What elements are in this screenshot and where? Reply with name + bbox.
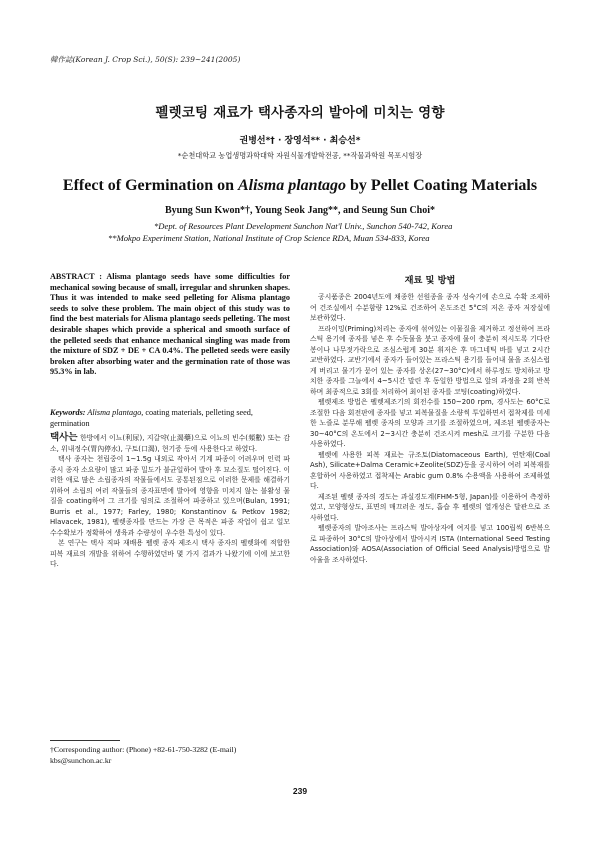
methods-paragraph-4: 펠렛에 사용한 피복 재료는 규조토(Diatomaceous Earth), 연탄재(Coal Ash), Silicate+Dalma Ceramic+Zeolite(SDZ)등을 공시하여 여러 피복재를 혼합하여 사용하였고 접착제는 Arabic gum 0.8% 수용액을 사용하여 조제하였다. bbox=[310, 450, 550, 490]
journal-citation: 韓作誌(Korean J. Crop Sci.), 50(S): 239~241(2005) bbox=[50, 55, 241, 64]
korean-title: 펠렛코팅 재료가 택사종자의 발아에 미치는 영향 bbox=[155, 105, 445, 121]
keywords-text: , coating materials, pelleting seed, germination bbox=[50, 408, 253, 428]
english-authors: Byung Sun Kwon*†, Young Seok Jang**, and Seung Sun Choi* bbox=[164, 205, 436, 216]
methods-paragraph-1: 공시품종은 2004년도에 채종한 선원종을 종자 성숙기에 손으로 수확 조제하여 건조실에서 수분함량 12%로 건조하여 온도조건 5°C의 저온 종자 저장실에 보관하였다. bbox=[310, 293, 550, 322]
abstract-label: ABSTRACT : bbox=[50, 272, 107, 281]
intro-paragraph-1 bbox=[50, 433, 290, 454]
korean-affiliation: *순천대학교 농업생명과학대학 자원식물개발학전공, **작물과학원 목포시험장 bbox=[177, 151, 423, 160]
methods-paragraph-3: 펠렛제조 방법은 펠렛제조기의 회전수를 150~200 rpm, 경사도는 60°C로 조절한 다음 회전판에 종자를 넣고 피복물질을 소량씩 투입하면서 접착제를 미세한 노즐로 분무해 펠렛 종자의 모양과 크기를 조절하였으며, 제조된 펠렛종자는 30~40°C의 온도에서 2~3시간 충분히 건조시켜 mesh로 크기를 구분한 다음 사용하였다. bbox=[310, 398, 550, 448]
footnote-divider bbox=[50, 740, 120, 741]
methods-paragraph-2: 프라이밍(Priming)처리는 종자에 섞여있는 이물질을 제거하고 정선하여 프라스틱 용기에 종자를 넣은 후 수돗물을 붓고 종자에 물이 충분히 적시도록 기다란 봉이나 나무젓가락으로 조심스럽게 30분 휘저은 후 마그네틱 바를 넣고 2시간 교반하였다. 교반기에서 종자가 들어있는 프라스틱 용기를 들어내 물을 조심스럽게 버리고 물기가 묻어 있는 종자를 상온(27~30°C)에서 하루정도 방치하고 방치한 종자를 그늘에서 4~5시간 말린 후 동일한 방법으로 앞의 과정을 2회 반복하며 최종적으로 3회를 처리하여 최이된 종자를 코팅(coating)하였다. bbox=[310, 324, 550, 396]
methods-paragraph-5: 제조된 펠렛 종자의 경도는 과실경도계(FHM-5형, Japan)를 이용하여 측정하였고, 모양형상도, 표면의 매끄러운 정도, 흡습 후 펠렛의 열개성은 달관으로 조사하였다. bbox=[310, 492, 550, 522]
keywords bbox=[50, 408, 290, 429]
abstract bbox=[50, 272, 290, 378]
keywords-species: Alisma plantago bbox=[85, 408, 142, 417]
intro-paragraph-3: 본 연구는 택사 직파 재배용 펠렛 종자 제조시 택사 종자의 펠렛화에 적합한 피복 재료의 개발을 위하여 수행하였던바 몇 가지 결과가 나왔기에 이에 보고한다. bbox=[50, 539, 290, 568]
methods-paragraph-6: 펠렛종자의 발아조사는 프라스틱 발아상자에 여지를 넣고 100립씩 6반복으로 파종하여 30°C의 발아상에서 발아시켜 ISTA (International Seed Testing Association)와 AOSA(Association of Official Seed Analysis)방법으로 발아율을 조사하였다. bbox=[310, 524, 550, 564]
english-affiliations bbox=[108, 221, 508, 244]
english-title-pre: Effect of Germination on bbox=[62, 177, 238, 194]
abstract-text: Alisma plantago seeds have some difficulties for mechanical sowing because of small, irregular and shrunken shapes. Thus it was intended to make seed pelleting for Alisma plantago seeds to solve these problem. The main object of this study was to find the best materials for Alisma plantago seeds pelleting. The most desirable shapes which provide a spherical and smooth surface of the pelleted seeds that enhance mechanical singling was made from the mixture of SDZ + DE + CA 0.4%. The pelleted seeds were easily broken after absorbing water and the germination rate of those was 95.3% in lab. bbox=[50, 272, 290, 377]
introduction bbox=[50, 433, 290, 570]
english-affiliation-2: **Mokpo Experiment Station, National Institute of Crop Science RDA, Muan 534-833, Korea bbox=[108, 232, 430, 243]
intro-paragraph-2: 택사 종자는 천립중이 1~1.5g 내외로 작아서 기계 파종이 어려우며 인력 파종시 종자 소요량이 많고 파종 밀도가 불균일하여 발아 후 묘소질도 떨어진다. 이러한 애로 많은 소립종자의 작물들에서도 공통된점으로 이러한 문제를 해결하기 위하여 소립의 여러 작물들의 종자표면에 발아에 영향을 미치지 않는 불활성 물질을 coating하여 그 크기를 임의로 조절하여 파종하고 있으며(Bulan, 1991; Burris et al., 1977; Farley, 1980; Konstantinov & Petkov 1982; Hlavacek, 1981), 펠렛종자를 만드는 가장 큰 목적은 파종 작업이 쉽고 일모 수수확보가 정확하여 생육과 수량성이 우수한 특성이 있다. bbox=[50, 455, 290, 537]
intro-lead-word: 택사는 bbox=[50, 432, 78, 443]
english-title-species: Alisma plantago bbox=[237, 177, 347, 194]
intro-p1-text: 한방에서 이뇨(利尿), 지갈약(止渴藥)으로 이뇨의 빈수(頻數) 또는 감소, 위내정수(胃內停水), 구토(口渴), 현기증 등에 사용한다고 하였다. bbox=[50, 434, 290, 453]
english-title-post: by Pellet Coating Materials bbox=[346, 177, 538, 194]
keywords-label: Keywords: bbox=[50, 408, 86, 417]
corresponding-author-footnote: †Corresponding author: (Phone) +82-61-750-3282 (E-mail) kbs@sunchon.ac.kr bbox=[50, 745, 237, 765]
korean-authors: 권병선*† · 장영석** · 최승선* bbox=[239, 136, 361, 146]
english-title bbox=[0, 177, 600, 195]
page-number: 239 bbox=[292, 786, 308, 796]
methods-section bbox=[310, 292, 550, 565]
methods-heading: 재료 및 방법 bbox=[404, 275, 456, 286]
english-affiliation-1: *Dept. of Resources Plant Development Sunchon Nat'l Univ., Sunchon 540-742, Korea bbox=[154, 221, 453, 231]
